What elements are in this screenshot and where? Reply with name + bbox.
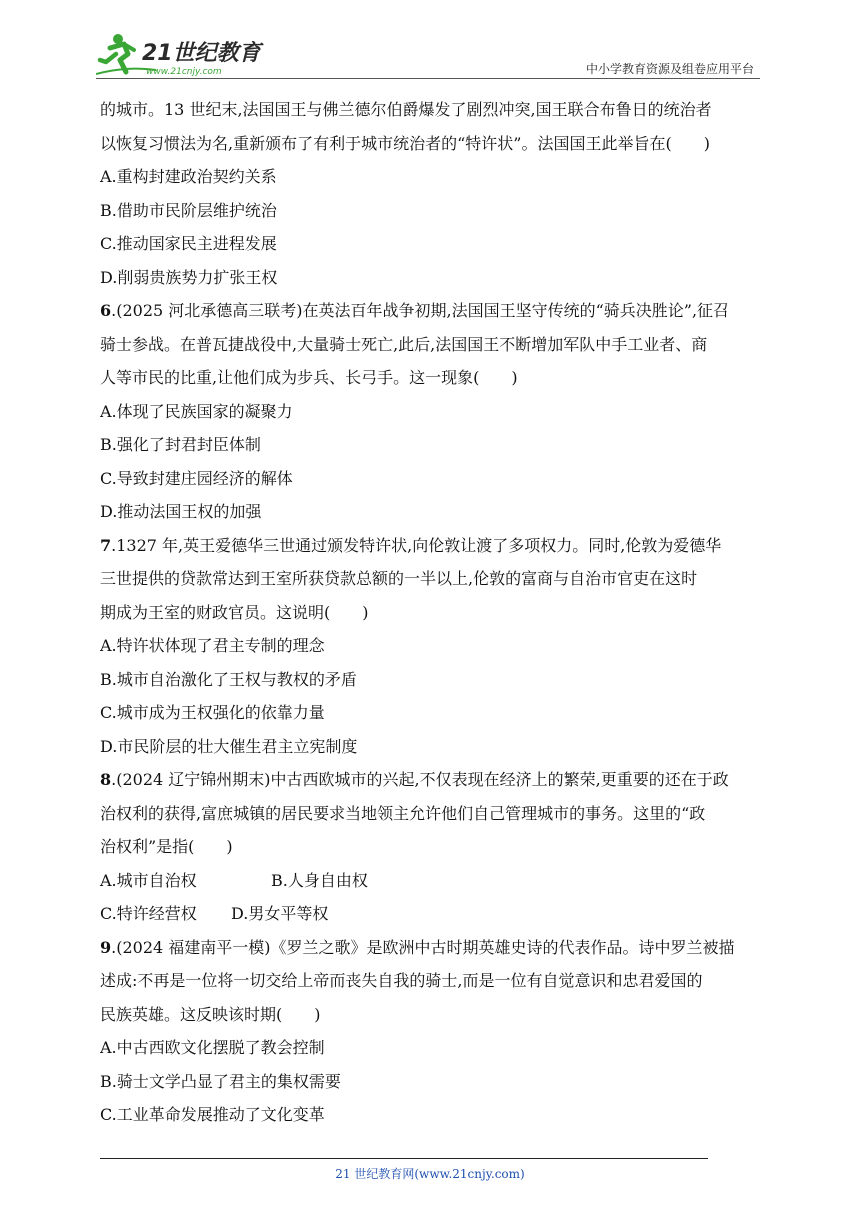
question-text-line: 治权利的获得,富庶城镇的居民要求当地领主允许他们自己管理城市的事务。这里的“政	[100, 803, 706, 823]
question-7	[100, 536, 766, 771]
question-8	[100, 770, 766, 938]
question-5-continuation	[100, 100, 766, 301]
option-b: B.城市自治激化了王权与教权的矛盾	[100, 669, 357, 689]
question-text-line: .1327 年,英王爱德华三世通过颁发特许状,向伦敦让渡了多项权力。同时,伦敦为爱德华	[111, 535, 722, 555]
question-text-line: 述成:不再是一位将一切交给上帝而丧失自我的骑士,而是一位有自觉意识和忠君爱国的	[100, 971, 703, 990]
svg-text:21世纪教育: 21世纪教育	[142, 41, 261, 66]
question-text-line: 三世提供的贷款常达到王室所获贷款总额的一半以上,伦敦的富商与自治市官吏在这时	[100, 569, 698, 588]
option-c: C.导致封建庄园经济的解体	[100, 468, 293, 488]
question-number: 9	[100, 937, 112, 957]
footer-text: 21 世纪教育网(www.21cnjy.com)	[335, 1167, 525, 1181]
option-c: C.推动国家民主进程发展	[100, 234, 277, 253]
question-6	[100, 301, 766, 536]
question-text-line: .(2024 福建南平一模)《罗兰之歌》是欧洲中古时期英雄史诗的代表作品。诗中罗兰被描	[111, 937, 735, 957]
option-d: D.男女平等权	[231, 904, 329, 923]
site-logo	[96, 30, 266, 78]
option-b: B.强化了封君封臣体制	[100, 435, 261, 454]
option-a: A.重构封建政治契约关系	[100, 167, 277, 186]
question-text-line: 期成为王室的财政官员。这说明( )	[100, 602, 369, 622]
question-text-line: 以恢复习惯法为名,重新颁布了有利于城市统治者的“特许状”。法国国王此举旨在( )	[100, 133, 710, 153]
svg-text:www.21cnjy.com: www.21cnjy.com	[146, 67, 222, 77]
question-text-line: 治权利”是指( )	[100, 837, 233, 856]
option-row	[100, 904, 766, 938]
option-d: D.削弱贵族势力扩张王权	[100, 267, 278, 287]
option-c: C.工业革命发展推动了文化变革	[100, 1105, 325, 1124]
header-divider	[96, 78, 760, 79]
question-text-line: 民族英雄。这反映该时期( )	[100, 1004, 321, 1024]
question-9	[100, 938, 766, 1139]
option-row	[100, 871, 766, 905]
header-platform-text: 中小学教育资源及组卷应用平台	[585, 62, 754, 76]
option-b: B.骑士文学凸显了君主的集权需要	[100, 1071, 341, 1091]
question-number: 8	[100, 770, 112, 789]
question-text-line: .(2024 辽宁锦州期末)中古西欧城市的兴起,不仅表现在经济上的繁荣,更重要的还在于政	[111, 770, 729, 789]
option-a: A.中古西欧文化摆脱了教会控制	[100, 1038, 325, 1057]
option-c: C.城市成为王权强化的依靠力量	[100, 703, 325, 722]
question-number: 6	[100, 301, 112, 320]
option-d: D.市民阶层的壮大催生君主立宪制度	[100, 736, 358, 756]
footer-divider	[100, 1158, 708, 1159]
option-a: A.城市自治权	[100, 870, 197, 890]
option-b: B.借助市民阶层维护统治	[100, 200, 277, 220]
option-a: A.特许状体现了君主专制的理念	[100, 636, 325, 655]
question-text-line: 人等市民的比重,让他们成为步兵、长弓手。这一现象( )	[100, 368, 518, 387]
option-a: A.体现了民族国家的凝聚力	[100, 401, 293, 421]
question-number: 7	[100, 535, 112, 555]
question-text-line: 骑士参战。在普瓦捷战役中,大量骑士死亡,此后,法国国王不断增加军队中手工业者、商	[100, 334, 708, 354]
question-text-line: .(2025 河北承德高三联考)在英法百年战争初期,法国国王坚守传统的“骑兵决胜论”,征召	[111, 301, 730, 320]
option-b: B.人身自由权	[271, 870, 368, 890]
option-d: D.推动法国王权的加强	[100, 502, 262, 521]
option-c: C.特许经营权	[100, 904, 197, 923]
question-text-line: 的城市。13 世纪末,法国国王与佛兰德尔伯爵爆发了剧烈冲突,国王联合布鲁日的统治者	[100, 100, 712, 119]
page-header	[96, 30, 760, 82]
page-content	[100, 100, 766, 1139]
